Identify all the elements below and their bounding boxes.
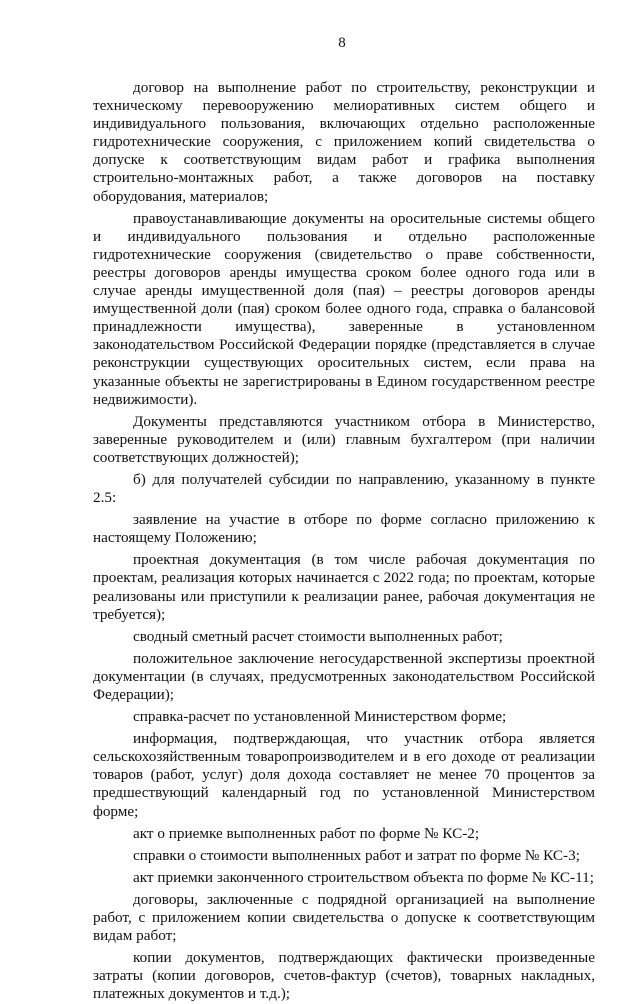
- paragraph-title-documents: правоустанавливающие документы на оросительные системы общего и индивидуального пользования и отдельно расположенные гидротехнические сооружения (свидетельство о праве собственности, реестры договоров аренды имущества сроком более одного года или в случае аренды имущественной доля (пая) – реестры договоров аренды имущественной доли (пая) сроком более одного года, справка о балансовой принадлежности имущества), заверенные в установленном законодательством Российской Федерации порядке (представляется в случае реконструкции существующих оросительных систем, если права на указанные объекты не зарегистрированы в Едином государственном реестре недвижимости).: [93, 209, 595, 408]
- paragraph-ks11-act: акт приемки законченного строительством объекта по форме № КС-11;: [133, 868, 594, 886]
- paragraph-expense-copies: копии документов, подтверждающих фактически произведенные затраты (копии договоров, счетов-фактур (счетов), товарных накладных, платежных документов и т.д.);: [93, 949, 595, 1003]
- paragraph-expert-conclusion: положительное заключение негосударственной экспертизы проектной документации (в случаях, предусмотренных законодательством Российской Федерации);: [93, 649, 595, 703]
- paragraph-documents-submission: Документы представляются участником отбора в Министерство, заверенные руководителем и (или) главным бухгалтером (при наличии соответствующих должностей);: [93, 412, 595, 466]
- paragraph-producer-info: информация, подтверждающая, что участник отбора является сельскохозяйственным товаропроизводителем и в его доходе от реализации товаров (работ, услуг) доля дохода составляет не менее 70 процентов за предшествующий календарный год по установленной Министерством форме;: [93, 730, 595, 820]
- paragraph-cost-estimate: сводный сметный расчет стоимости выполненных работ;: [133, 627, 503, 645]
- paragraph-construction-contract: договор на выполнение работ по строительству, реконструкции и техническому перевооружению мелиоративных систем общего и индивидуального пользования, включающих отдельно расположенные гидротехнические сооружения, с приложением копий свидетельства о допуске к соответствующим видам работ и графика выполнения строительно-монтажных работ, а также договоров на поставку оборудования, материалов;: [93, 79, 595, 205]
- page-number: 8: [338, 35, 346, 51]
- paragraph-calculation-certificate: справка-расчет по установленной Министерством форме;: [133, 708, 507, 726]
- paragraph-ks2-act: акт о приемке выполненных работ по форме № КС-2;: [133, 824, 480, 842]
- paragraph-ks3-certificates: справки о стоимости выполненных работ и затрат по форме № КС-3;: [133, 846, 580, 864]
- paragraph-subsidy-recipients: б) для получателей субсидии по направлению, указанному в пункте 2.5:: [93, 470, 595, 507]
- paragraph-contractor-agreements: договоры, заключенные с подрядной организацией на выполнение работ, с приложением копии свидетельства о допуске к соответствующим видам работ;: [93, 890, 595, 945]
- paragraph-project-documentation: проектная документация (в том числе рабочая документация по проектам, реализация которых начинается с 2022 года; по проектам, которые реализованы или приступили к реализации ранее, рабочая документация не требуется);: [93, 551, 595, 623]
- paragraph-application: заявление на участие в отборе по форме согласно приложению к настоящему Положению;: [93, 511, 595, 547]
